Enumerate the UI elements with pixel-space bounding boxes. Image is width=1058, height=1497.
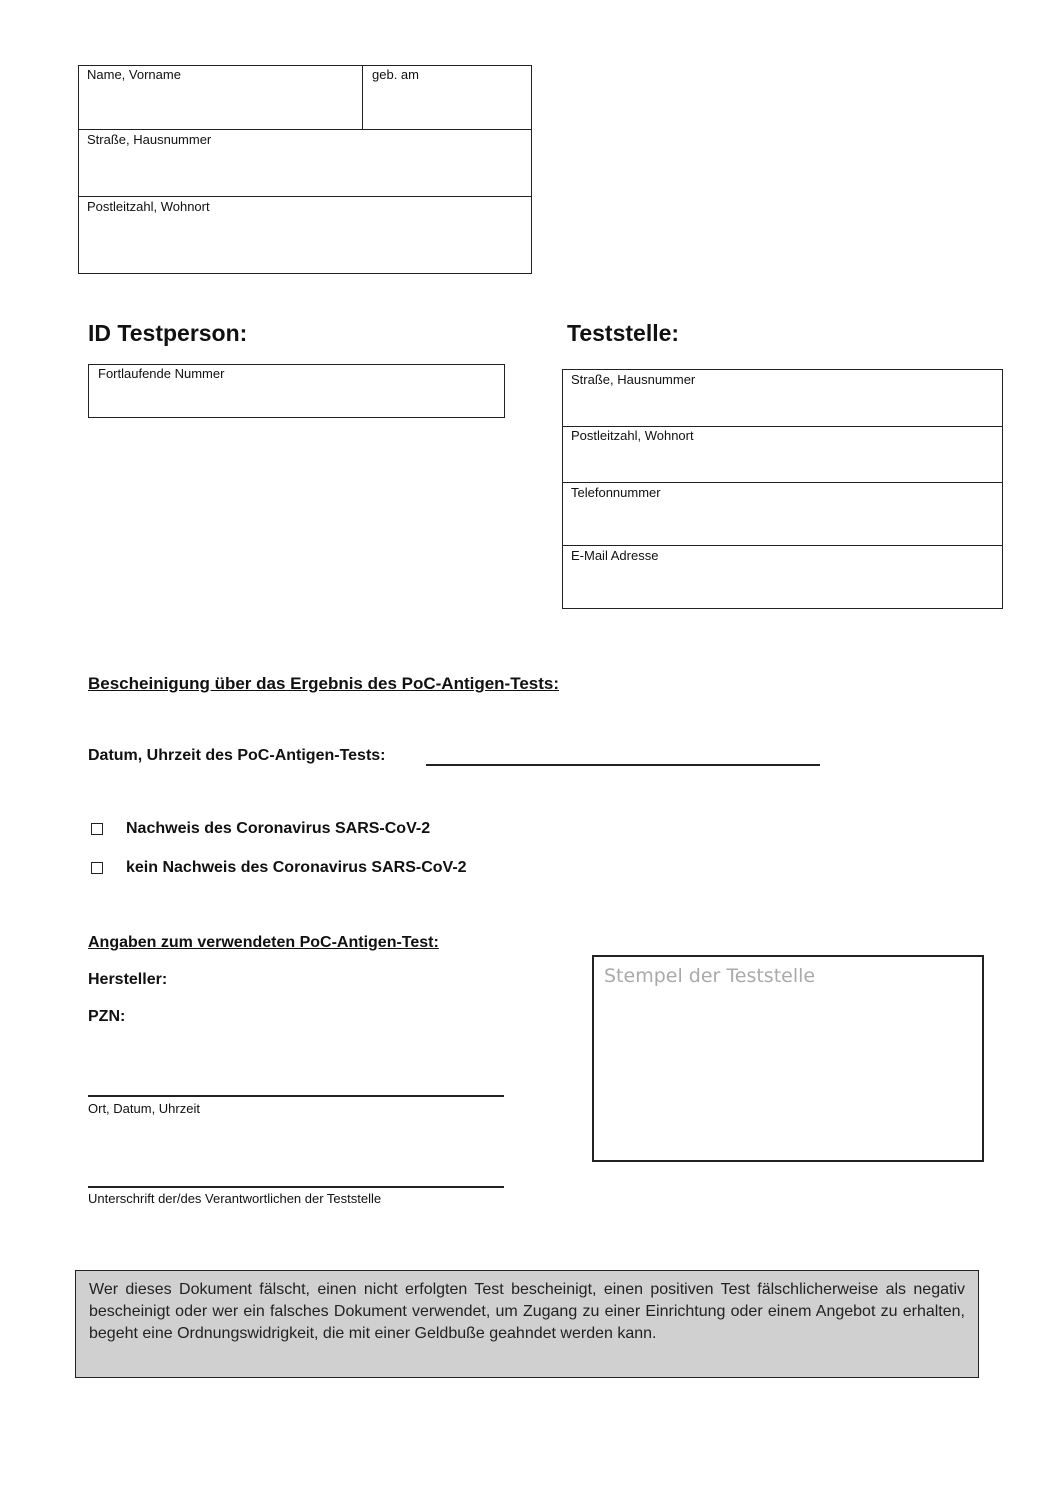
name-field[interactable] (80, 85, 360, 127)
positive-result-label: Nachweis des Coronavirus SARS-CoV-2 (126, 820, 431, 837)
name-field-label: Name, Vorname (87, 67, 181, 82)
manufacturer-label: Hersteller: (88, 971, 168, 988)
teststelle-street-label: Straße, Hausnummer (571, 372, 696, 387)
person-table-row-divider (78, 129, 532, 130)
teststelle-heading: Teststelle: (567, 320, 680, 346)
test-datetime-label: Datum, Uhrzeit des PoC-Antigen-Tests: (88, 747, 386, 764)
teststelle-email-field[interactable] (564, 566, 1001, 607)
stamp-label: Stempel der Teststelle (604, 965, 816, 987)
running-number-label: Fortlaufende Nummer (98, 366, 225, 381)
id-testperson-heading: ID Testperson: (88, 320, 248, 346)
dob-field[interactable] (365, 85, 529, 127)
person-table-row-divider (78, 196, 532, 197)
negative-result-label: kein Nachweis des Coronavirus SARS-CoV-2 (126, 859, 467, 876)
signature-line[interactable] (88, 1186, 504, 1188)
positive-result-checkbox[interactable] (91, 823, 103, 835)
teststelle-zip-city-label: Postleitzahl, Wohnort (571, 428, 694, 443)
place-date-line[interactable] (88, 1095, 504, 1097)
person-table-divider (362, 65, 363, 130)
street-field[interactable] (80, 150, 529, 194)
teststelle-zip-city-field[interactable] (564, 446, 1001, 480)
street-field-label: Straße, Hausnummer (87, 132, 212, 147)
teststelle-phone-label: Telefonnummer (571, 485, 661, 500)
teststelle-row-divider (562, 426, 1003, 427)
zip-city-field-label: Postleitzahl, Wohnort (87, 199, 210, 214)
teststelle-row-divider (562, 482, 1003, 483)
zip-city-field[interactable] (80, 217, 529, 271)
place-date-label: Ort, Datum, Uhrzeit (88, 1101, 200, 1116)
teststelle-street-field[interactable] (564, 390, 1001, 424)
teststelle-row-divider (562, 545, 1003, 546)
test-info-heading: Angaben zum verwendeten PoC-Antigen-Test: (88, 934, 439, 951)
legal-notice: Wer dieses Dokument fälscht, einen nicht erfolgten Test bescheinigt, einen positiven Test fälschlicherweise als negativ bescheinigt oder wer ein falsches Dokument verwendet, um Zugang zu einer Einrichtung oder einem Angebot zu erhalten, begeht eine Ordnungswidrigkeit, die mit einer Geldbuße geahndet werden kann. (75, 1270, 979, 1378)
negative-result-checkbox[interactable] (91, 862, 103, 874)
dob-field-label: geb. am (372, 67, 419, 82)
signature-label: Unterschrift der/des Verantwortlichen der Teststelle (88, 1191, 382, 1206)
result-heading: Bescheinigung über das Ergebnis des PoC-Antigen-Tests: (88, 674, 560, 693)
teststelle-email-label: E-Mail Adresse (571, 548, 659, 563)
pzn-label: PZN: (88, 1008, 126, 1025)
test-datetime-field[interactable] (426, 764, 820, 766)
teststelle-phone-field[interactable] (564, 503, 1001, 543)
